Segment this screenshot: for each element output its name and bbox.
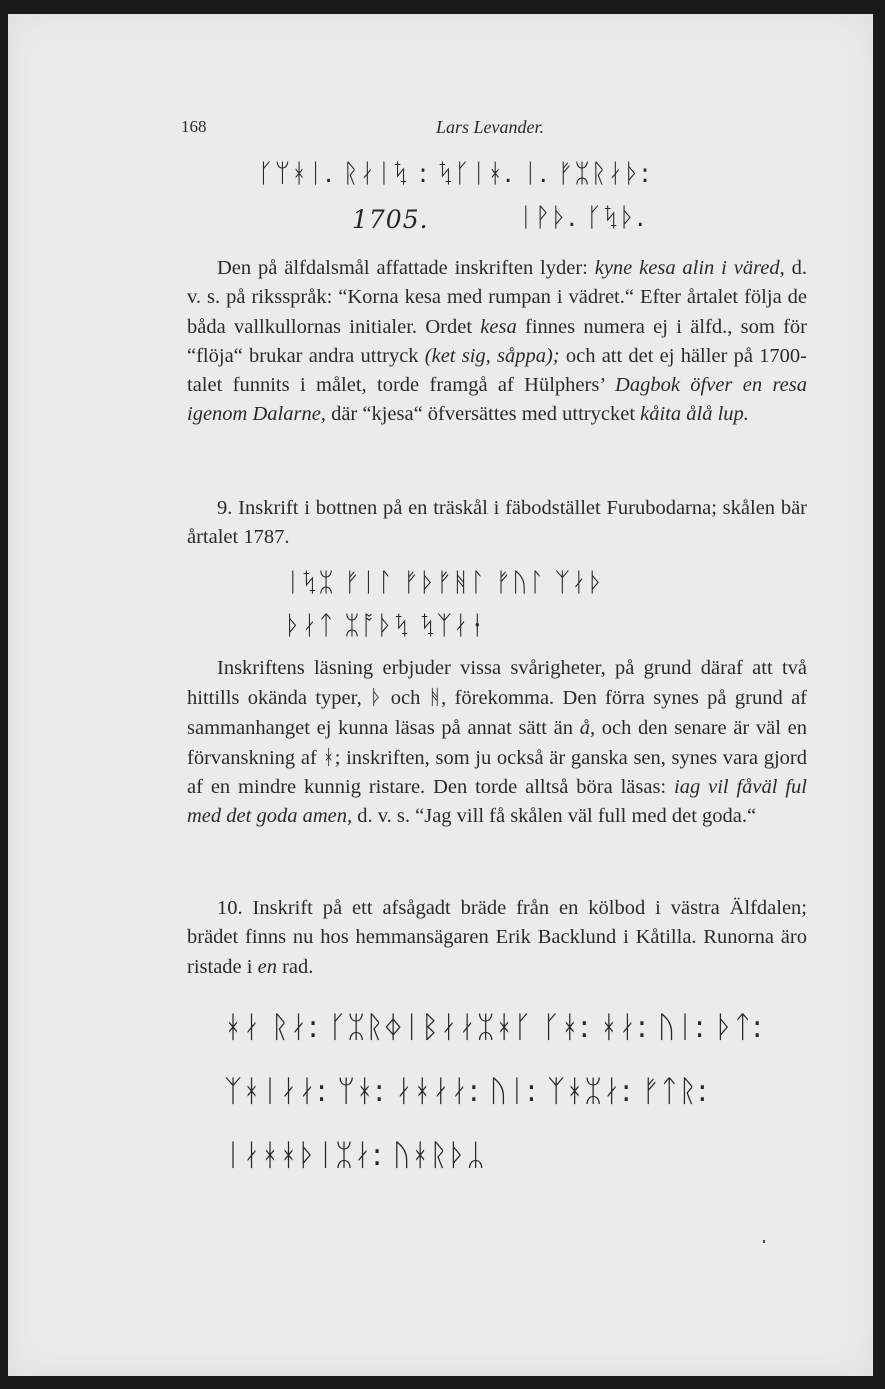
paragraph-inscription-9-commentary xyxy=(187,654,807,832)
paragraph-inscription-8-commentary xyxy=(187,254,807,430)
text-italic: kåita ålå lup. xyxy=(640,403,749,426)
text-span: Den på älfdalsmål affattade inskriften lyder: xyxy=(217,257,595,279)
text-italic: kesa xyxy=(480,315,517,338)
inscription-10-line-2: ᛉᚼᛁᛅᛅ: ᛘᚼ: ᛅᚼᛅᛅ: ᚢᛁ: ᛉᚼᛯᛅ: ᚠᛏᚱ: xyxy=(224,1074,708,1109)
inscription-8-line-1: ᚴᛘᚼᛁ. ᚱᛅᛁᛪ : ᛪᚴᛁᚼ. ᛁ. ᚠᛯᚱᛅᚦ: xyxy=(258,159,651,189)
text-italic: en xyxy=(257,955,277,978)
running-head: Lars Levander. xyxy=(436,117,545,137)
inscription-9-line-2: ᚦᛅᛏ ᛯᚩᚦᛪ ᛪᛉᛅᚽ xyxy=(285,611,487,641)
inscription-10-line-1: ᚼᛅ ᚱᛅ: ᚴᛯᚱᛄᛁᛒᛅᛅᛯᚼᚴ ᚴᚼ: ᚼᛅ: ᚢᛁ: ᚦᛏ: xyxy=(224,1010,763,1045)
paragraph-item-9-text: 9. Inskrift i bottnen på en träskål i fäbodstället Furubodarna; skålen bär årtalet 1787. xyxy=(187,497,807,549)
speck-mark xyxy=(763,1240,765,1243)
page-number: 168 xyxy=(181,117,207,136)
text-span: och den senare är väl en förvanskning af xyxy=(187,716,807,769)
text-span: finnes numera ej i älfd., som för “flöja“ brukar andra uttryck xyxy=(187,315,807,367)
text-span: Inskriftens läsning erbjuder vissa svårigheter, på grund däraf att två hittills okända typer, xyxy=(187,657,807,710)
text-span: där “kjesa“ öfversättes med uttrycket xyxy=(325,403,641,426)
text-span: och att det ej häller på 1700-talet funnits i målet, torde framgå af Hülphers’ xyxy=(187,344,807,397)
text-italic: kyne kesa alin i väred, xyxy=(594,257,785,279)
text-italic: iag vil fåväl ful med det goda amen, xyxy=(187,776,807,828)
text-span: ; inskriften, som ju också är ganska sen, synes vara gjord af en mindre kunnig ristare. Den torde alltså böra läsas: xyxy=(187,746,807,799)
inscription-8-initials: ᛁᚹᚦ. ᚴᛪᚦ. xyxy=(518,203,646,233)
text-span: , förekomma. Den förra synes på grund af sammanhanget ej kunna läsas på annat sätt än xyxy=(187,687,807,739)
inscription-8-year: 1705. xyxy=(352,205,429,234)
paragraph-item-9 xyxy=(187,494,807,553)
text-span: 10. Inskrift på ett afsågadt bräde från en kölbod i västra Älfdalen; brädet finns nu hos hemmansägaren Erik Backlund i Kåtilla. Runorna äro ristade i xyxy=(187,897,807,978)
rune-glyph: ᚻ xyxy=(428,685,442,710)
text-italic: Dagbok öfver en resa igenom Dalarne, xyxy=(187,374,808,426)
text-italic: (ket sig, såppa); xyxy=(424,344,560,367)
rune-glyph: ᚼ xyxy=(322,744,335,769)
inscription-10-line-3: ᛁᛅᚼᚼᚦᛁᛯᛅ: ᚢᚼᚱᚦᛦ xyxy=(224,1138,486,1173)
text-italic: å, xyxy=(579,716,596,739)
text-span: d. v. s. “Jag vill få skålen väl full med det goda.“ xyxy=(352,805,757,828)
rune-glyph: ᚦ xyxy=(370,685,383,710)
text-span: rad. xyxy=(276,955,314,978)
text-span: d. v. s. på riksspråk: “Korna kesa med rumpan i vädret.“ Efter årtalet följa de båda vallkullornas initialer. Ordet xyxy=(187,257,807,338)
inscription-9-line-1: ᛁᛪᛯ ᚠᛁᛚ ᚠᚦᚠᚻᛚ ᚠᚢᛚ ᛉᛅᚦ xyxy=(285,568,605,598)
text-span: och xyxy=(382,687,429,710)
paragraph-item-10 xyxy=(187,894,807,982)
